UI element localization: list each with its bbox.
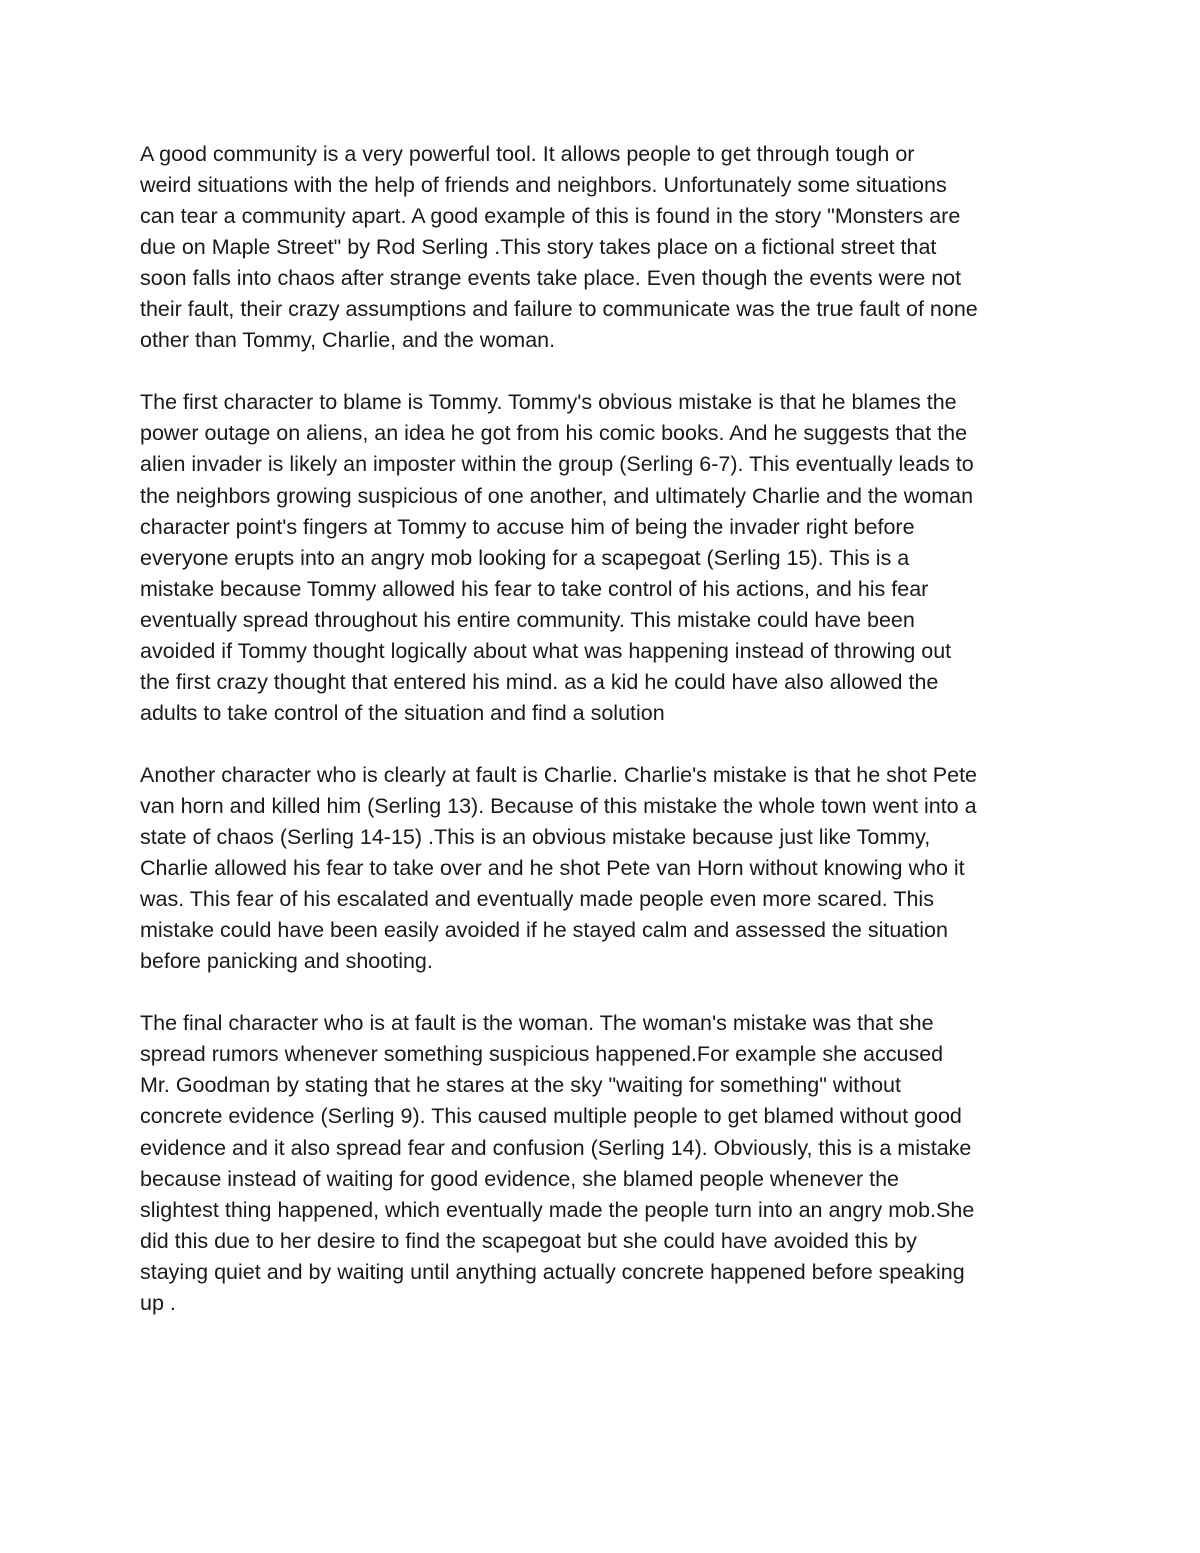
text-line: their fault, their crazy assumptions and failure to communicate was the true fault of none xyxy=(140,297,978,322)
text-line: adults to take control of the situation and find a solution xyxy=(140,700,665,725)
text-line: Mr. Goodman by stating that he stares at the sky "waiting for something" without xyxy=(140,1073,901,1098)
text-line: everyone erupts into an angry mob looking for a scapegoat (Serling 15). This is a xyxy=(140,545,910,570)
text-line: mistake could have been easily avoided if he stayed calm and assessed the situation xyxy=(140,918,948,943)
text-line: soon falls into chaos after strange events take place. Even though the events were not xyxy=(140,266,962,291)
text-line: The final character who is at fault is the woman. The woman's mistake was that she xyxy=(140,1011,934,1036)
paragraph-charlie xyxy=(140,760,1065,977)
text-line: van horn and killed him (Serling 13). Because of this mistake the whole town went into a xyxy=(140,793,977,818)
text-line: weird situations with the help of friends and neighbors. Unfortunately some situations xyxy=(140,173,947,198)
paragraph-intro xyxy=(140,139,1065,356)
text-line: mistake because Tommy allowed his fear to take control of his actions, and his fear xyxy=(140,576,929,601)
text-line: eventually spread throughout his entire community. This mistake could have been xyxy=(140,607,915,632)
text-line: staying quiet and by waiting until anything actually concrete happened before speaking xyxy=(140,1259,965,1284)
text-line: concrete evidence (Serling 9). This caused multiple people to get blamed without good xyxy=(140,1104,962,1129)
text-line: avoided if Tommy thought logically about what was happening instead of throwing out xyxy=(140,638,952,663)
text-line: the neighbors growing suspicious of one another, and ultimately Charlie and the woman xyxy=(140,483,974,508)
text-line: character point's fingers at Tommy to accuse him of being the invader right before xyxy=(140,514,915,539)
text-line: A good community is a very powerful tool. It allows people to get through tough or xyxy=(140,142,915,166)
text-line: up . xyxy=(140,1290,176,1315)
text-line: did this due to her desire to find the scapegoat but she could have avoided this by xyxy=(140,1228,917,1253)
text-line: other than Tommy, Charlie, and the woman. xyxy=(140,328,556,353)
text-line: can tear a community apart. A good example of this is found in the story "Monsters are xyxy=(140,204,961,229)
text-line: before panicking and shooting. xyxy=(140,949,433,974)
text-line: was. This fear of his escalated and eventually made people even more scared. This xyxy=(140,887,934,912)
text-line: spread rumors whenever something suspicious happened.For example she accused xyxy=(140,1042,944,1067)
text-line: the first crazy thought that entered his mind. as a kid he could have also allowed the xyxy=(140,669,939,694)
text-line: Another character who is clearly at fault is Charlie. Charlie's mistake is that he shot Pete xyxy=(140,762,978,787)
text-line: state of chaos (Serling 14-15) .This is an obvious mistake because just like Tommy, xyxy=(140,825,931,850)
document-body xyxy=(140,139,1065,1350)
text-line: Charlie allowed his fear to take over and he shot Pete van Horn without knowing who it xyxy=(140,856,965,881)
paragraph-tommy xyxy=(140,387,1065,729)
text-line: power outage on aliens, an idea he got from his comic books. And he suggests that the xyxy=(140,421,968,446)
text-line: due on Maple Street" by Rod Serling .This story takes place on a fictional street that xyxy=(140,235,937,260)
text-line: because instead of waiting for good evidence, she blamed people whenever the xyxy=(140,1166,899,1191)
text-line: evidence and it also spread fear and confusion (Serling 14). Obviously, this is a mistake xyxy=(140,1135,972,1160)
text-line: alien invader is likely an imposter within the group (Serling 6-7). This eventually leads to xyxy=(140,452,974,477)
paragraph-woman xyxy=(140,1008,1065,1318)
text-line: slightest thing happened, which eventually made the people turn into an angry mob.She xyxy=(140,1197,975,1222)
text-line: The first character to blame is Tommy. Tommy's obvious mistake is that he blames the xyxy=(140,390,957,415)
